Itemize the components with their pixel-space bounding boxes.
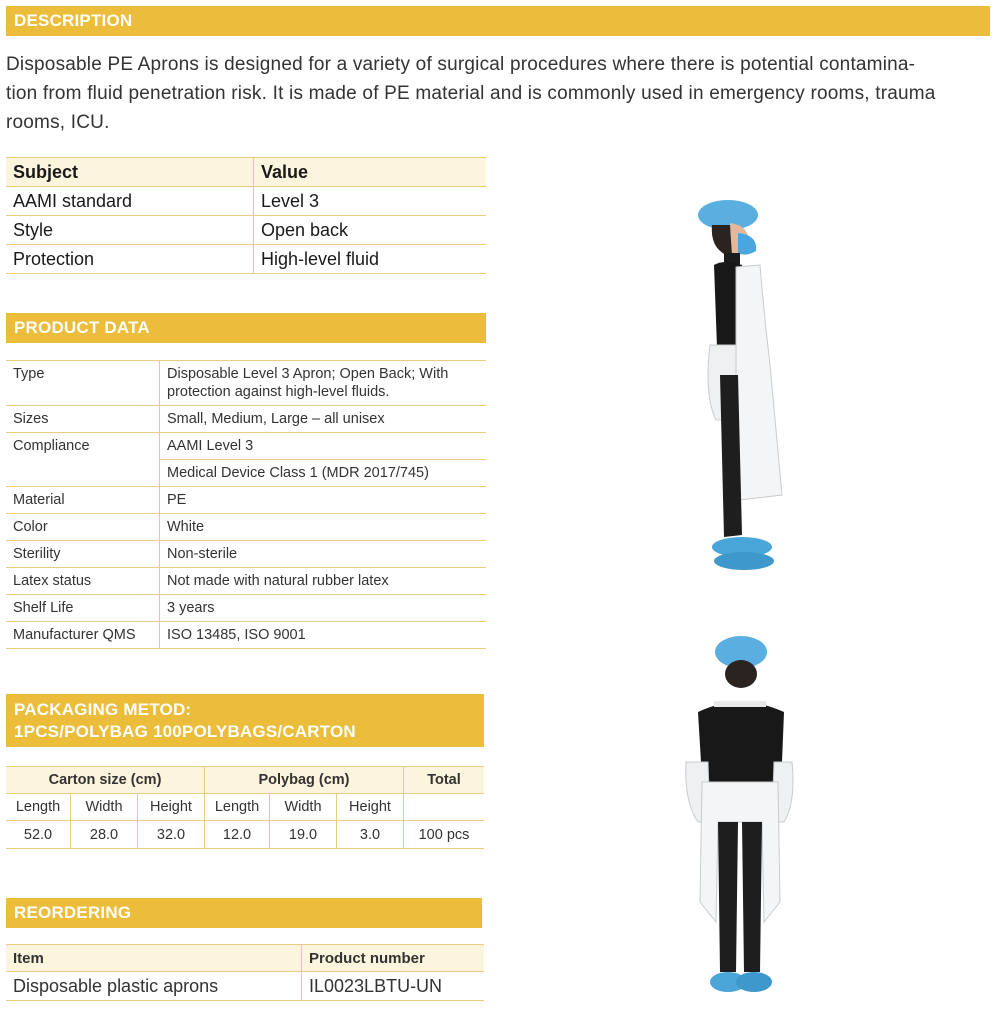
- product-data-heading: PRODUCT DATA: [6, 313, 486, 343]
- table-row: [6, 568, 486, 595]
- cell-line: Disposable Level 3 Apron; Open Back; With: [167, 366, 449, 382]
- table-cell: Shelf Life: [6, 595, 160, 622]
- table-cell: 3 years: [160, 595, 487, 622]
- table-cell: Length: [205, 794, 270, 821]
- description-line: Disposable PE Aprons is designed for a variety of surgical procedures where there is potential contamina-: [6, 54, 916, 75]
- table-cell: 100 pcs: [404, 821, 485, 849]
- table-cell: Height: [138, 794, 205, 821]
- table-cell: IL0023LBTU-UN: [302, 972, 485, 1001]
- table-cell: Non-sterile: [160, 541, 487, 568]
- table-cell: Sterility: [6, 541, 160, 568]
- table-cell: Level 3: [254, 187, 487, 216]
- reordering-table: [6, 944, 484, 1001]
- table-row: [6, 821, 484, 849]
- table-row: [6, 406, 486, 433]
- header-cell: Carton size (cm): [6, 767, 205, 794]
- table-cell: Medical Device Class 1 (MDR 2017/745): [160, 460, 487, 487]
- packaging-heading-line: PACKAGING METOD:: [14, 699, 192, 719]
- table-cell: 12.0: [205, 821, 270, 849]
- table-cell: Protection: [6, 245, 254, 274]
- header-cell: Item: [6, 945, 302, 972]
- packaging-table: [6, 766, 484, 849]
- description-text: [6, 50, 996, 137]
- table-row: [6, 595, 486, 622]
- table-row: [6, 187, 486, 216]
- table-header-row: [6, 158, 486, 187]
- table-cell: [404, 794, 485, 821]
- table-row: [6, 361, 486, 406]
- product-data-table: [6, 360, 486, 649]
- packaging-heading-line: 1PCS/POLYBAG 100POLYBAGS/CARTON: [14, 721, 356, 741]
- table-cell: Length: [6, 794, 71, 821]
- table-cell: Open back: [254, 216, 487, 245]
- reordering-heading: REORDERING: [6, 898, 482, 928]
- table-cell: 32.0: [138, 821, 205, 849]
- table-cell: Latex status: [6, 568, 160, 595]
- table-header-row: [6, 767, 484, 794]
- table-row: [6, 622, 486, 649]
- table-row: [6, 541, 486, 568]
- table-cell: AAMI Level 3: [160, 433, 487, 460]
- header-cell: Total: [404, 767, 485, 794]
- table-cell: 28.0: [71, 821, 138, 849]
- table-cell: Sizes: [6, 406, 160, 433]
- table-row: [6, 433, 486, 460]
- cell-line: protection against high-level fluids.: [167, 384, 390, 400]
- table-cell: Style: [6, 216, 254, 245]
- description-heading: DESCRIPTION: [6, 6, 990, 36]
- table-cell: Disposable plastic aprons: [6, 972, 302, 1001]
- description-line: rooms, ICU.: [6, 112, 110, 133]
- table-cell: 3.0: [337, 821, 404, 849]
- table-cell: 52.0: [6, 821, 71, 849]
- table-row: [6, 216, 486, 245]
- table-row: [6, 245, 486, 274]
- table-row: [6, 972, 484, 1001]
- table-cell: Width: [71, 794, 138, 821]
- table-cell: Material: [6, 487, 160, 514]
- table-row: [6, 487, 486, 514]
- header-cell: Product number: [302, 945, 485, 972]
- table-cell: White: [160, 514, 487, 541]
- summary-table: [6, 157, 486, 274]
- table-cell: 19.0: [270, 821, 337, 849]
- header-cell: Value: [254, 158, 487, 187]
- table-cell: Compliance: [6, 433, 160, 487]
- table-cell: High-level fluid: [254, 245, 487, 274]
- table-cell: ISO 13485, ISO 9001: [160, 622, 487, 649]
- description-line: tion from fluid penetration risk. It is made of PE material and is commonly used in emergency rooms, trauma: [6, 83, 936, 104]
- table-cell: Type: [6, 361, 160, 406]
- apron-back-view-image: [680, 632, 800, 1002]
- table-cell: PE: [160, 487, 487, 514]
- packaging-heading: [6, 694, 484, 747]
- table-cell: Width: [270, 794, 337, 821]
- table-cell: Not made with natural rubber latex: [160, 568, 487, 595]
- table-cell: [160, 361, 487, 406]
- table-cell: Small, Medium, Large – all unisex: [160, 406, 487, 433]
- table-cell: Height: [337, 794, 404, 821]
- table-cell: Manufacturer QMS: [6, 622, 160, 649]
- table-row: [6, 794, 484, 821]
- table-header-row: [6, 945, 484, 972]
- table-row: [6, 514, 486, 541]
- header-cell: Subject: [6, 158, 254, 187]
- apron-side-view-image: [680, 195, 800, 575]
- header-cell: Polybag (cm): [205, 767, 404, 794]
- table-cell: AAMI standard: [6, 187, 254, 216]
- table-cell: Color: [6, 514, 160, 541]
